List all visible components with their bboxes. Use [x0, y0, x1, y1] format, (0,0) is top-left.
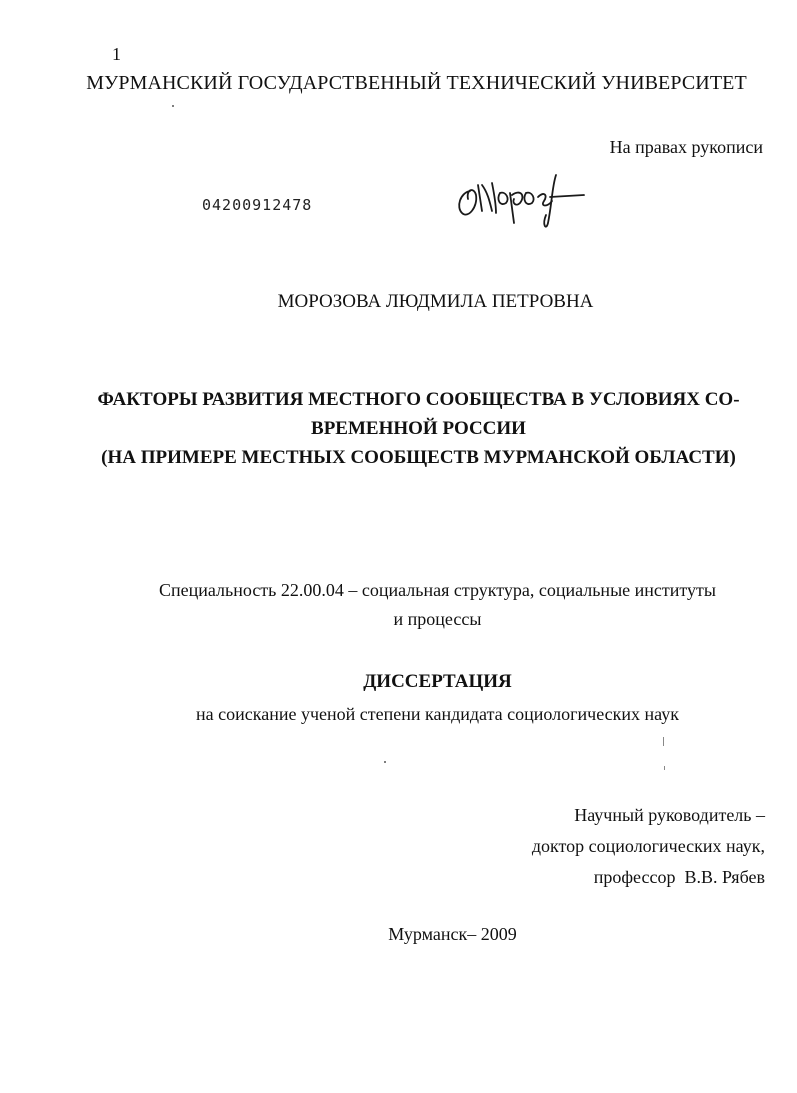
scientific-advisor	[532, 800, 765, 893]
title-line-3: (НА ПРИМЕРЕ МЕСТНЫХ СООБЩЕСТВ МУРМАНСКОЙ ОБЛАСТИ)	[101, 447, 736, 468]
title-line-1: ФАКТОРЫ РАЗВИТИЯ МЕСТНОГО СООБЩЕСТВА В УСЛОВИЯХ СО-	[97, 389, 740, 410]
university-heading: МУРМАНСКИЙ ГОСУДАРСТВЕННЫЙ ТЕХНИЧЕСКИЙ УНИВЕРСИТЕТ	[86, 72, 747, 94]
scan-mark	[663, 737, 664, 746]
specialty	[0, 576, 797, 634]
city-year: Мурманск– 2009	[388, 924, 517, 944]
scan-speck	[172, 105, 174, 107]
specialty-line-1: Специальность 22.00.04 – социальная структура, социальные институты	[159, 580, 716, 600]
scan-speck	[384, 761, 386, 763]
document-type: ДИССЕРТАЦИЯ	[363, 671, 512, 692]
page-number: 1	[112, 44, 121, 64]
inventory-number: 04200912478	[202, 196, 313, 214]
advisor-role: Научный руководитель –	[574, 805, 765, 825]
specialty-line-2: и процессы	[393, 609, 482, 629]
rights-notice: На правах рукописи	[609, 137, 763, 157]
dissertation-title	[0, 385, 797, 472]
degree-purpose: на соискание ученой степени кандидата социологических наук	[196, 704, 679, 724]
scan-mark	[664, 766, 665, 770]
title-line-2: ВРЕМЕННОЙ РОССИИ	[311, 418, 526, 439]
handwritten-signature	[452, 163, 592, 235]
advisor-degree: доктор социологических наук,	[531, 836, 765, 856]
advisor-name: профессор В.В. Рябев	[593, 867, 765, 887]
author-name: МОРОЗОВА ЛЮДМИЛА ПЕТРОВНА	[277, 291, 594, 312]
